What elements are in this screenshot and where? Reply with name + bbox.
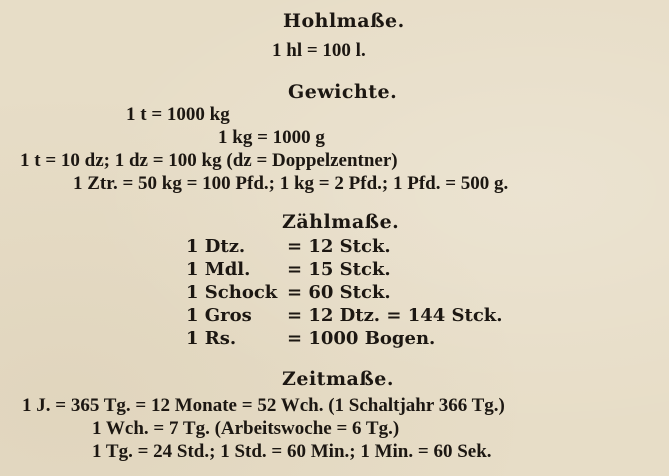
zaehl-row-2-right: = 15 Stck. bbox=[287, 259, 391, 280]
zaehl-row-1-right: = 12 Stck. bbox=[287, 236, 391, 257]
heading-gewichte: Gewichte. bbox=[288, 81, 398, 103]
gewichte-line-3: 1 t = 10 dz; 1 dz = 100 kg (dz = Doppelzentner) bbox=[20, 150, 398, 171]
zeitmasse-line-3: 1 Tg. = 24 Std.; 1 Std. = 60 Min.; 1 Min. = 60 Sek. bbox=[92, 441, 492, 462]
heading-hohlmasse: Hohlmaße. bbox=[283, 10, 405, 32]
zeitmasse-line-2: 1 Wch. = 7 Tg. (Arbeitswoche = 6 Tg.) bbox=[92, 418, 400, 439]
zaehl-row-3-right: = 60 Stck. bbox=[287, 282, 391, 303]
heading-zeitmasse: Zeitmaße. bbox=[282, 368, 395, 390]
zaehl-row-4-right: = 12 Dtz. = 144 Stck. bbox=[287, 305, 503, 326]
gewichte-line-4: 1 Ztr. = 50 kg = 100 Pfd.; 1 kg = 2 Pfd.; 1 Pfd. = 500 g. bbox=[73, 173, 509, 194]
zaehl-row-2-left: 1 Mdl. bbox=[186, 259, 251, 280]
zaehl-row-3-left: 1 Schock bbox=[186, 282, 278, 303]
zaehl-row-5-left: 1 Rs. bbox=[186, 328, 237, 349]
zaehl-row-5-right: = 1000 Bogen. bbox=[287, 328, 436, 349]
zaehl-row-4-left: 1 Gros bbox=[186, 305, 252, 326]
gewichte-line-1: 1 t = 1000 kg bbox=[126, 104, 230, 125]
hohlmasse-line-1: 1 hl = 100 l. bbox=[272, 40, 366, 61]
gewichte-line-2: 1 kg = 1000 g bbox=[218, 127, 325, 148]
heading-zaehlmasse: Zählmaße. bbox=[282, 211, 400, 233]
zaehl-row-1-left: 1 Dtz. bbox=[186, 236, 246, 257]
zeitmasse-line-1: 1 J. = 365 Tg. = 12 Monate = 52 Wch. (1 Schaltjahr 366 Tg.) bbox=[22, 395, 505, 416]
